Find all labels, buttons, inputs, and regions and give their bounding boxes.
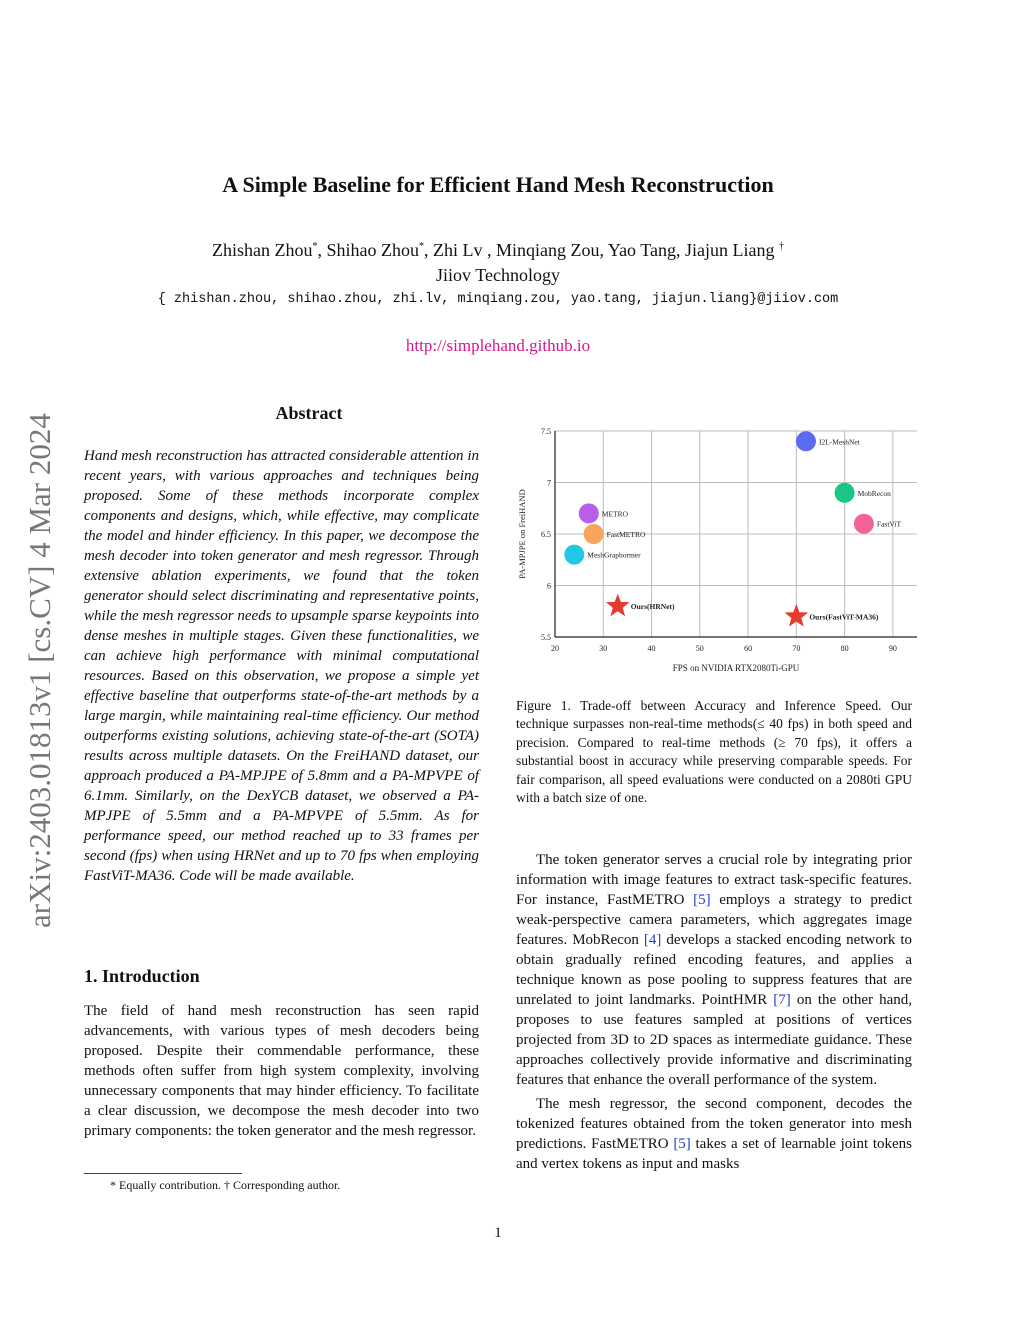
author-list: Zhishan Zhou*, Shihao Zhou*, Zhi Lv , Minqiang Zou, Yao Tang, Jiajun Liang †: [212, 240, 784, 260]
author-name: Yao Tang: [607, 240, 676, 260]
introduction-heading: 1. Introduction: [84, 966, 200, 986]
footnote-divider: [84, 1173, 242, 1174]
y-tick-label: 6: [547, 581, 551, 591]
data-point-label: MeshGraphormer: [587, 550, 641, 560]
data-point: [796, 431, 816, 451]
abstract-text: Hand mesh reconstruction has attracted considerable attention in recent years, with various approaches and techniques being proposed. Some of these methods incorporate complex components and designs, which, while effective, may complicate the model and hinder efficiency. In this paper, we decompose the mesh decoder into token generator and mesh regressor. Through extensive ablation experiments, we found that the token generator should select discriminating and representative points, while the mesh regressor needs to upsample sparse keypoints into dense meshes in multiple stages. Given these functionalities, we can achieve high performance with minimal computational resources. Based on this observation, we propose a simple yet effective baseline that outperforms state-of-the-art methods by a large margin, while maintaining real-time efficiency. Our method outperforms existing solutions, achieving state-of-the-art (SOTA) results across multiple datasets. On the FreiHAND dataset, our approach produced a PA-MPJPE of 5.8mm and a PA-MPVPE of 6.1mm. Similarly, on the DexYCB dataset, we observed a PA-MPJPE of 5.5mm and a PA-MPVPE of 5.5mm. As for performance speed, our method reached up to 33 frames per second (fps) when using HRNet and up to 70 fps when employing FastViT-MA36. Code will be made available.: [84, 448, 479, 884]
introduction-text: The field of hand mesh reconstruction has seen rapid advancements, with various types of mesh decoders being proposed. Despite their commendable performance, these methods often suffer from high system complexity, involving unnecessary components that may hinder efficiency. To facilitate a clear discussion, we decompose the mesh decoder into two primary components: the token generator and the mesh regressor.: [84, 1003, 479, 1139]
footnote: * Equally contribution. † Corresponding author.: [110, 1178, 341, 1192]
corresponding-author-mark: †: [778, 241, 784, 252]
x-tick-label: 30: [599, 644, 608, 653]
author-emails: { zhishan.zhou, shihao.zhou, zhi.lv, minqiang.zou, yao.tang, jiajun.liang}@jiiov.com: [157, 292, 839, 307]
affiliation: Jiiov Technology: [436, 265, 560, 285]
paragraph-text: develops a stacked encoding network to obtain gradually refined encoding features, and applies a technique known as pose pooling to suppress features that are unrelated to joint landmarks. PointHMR: [516, 932, 912, 1008]
citation-link[interactable]: [7]: [773, 992, 791, 1008]
paragraph-text: on the other hand, proposes to use features sampled at positions of vertices projected from 3D to 2D spaces as intermediate guidance. These approaches collectively provide informative and discriminating features that enhance the overall performance of the system.: [516, 992, 913, 1088]
data-point-label: FastViT: [876, 519, 902, 529]
paper-title: A Simple Baseline for Efficient Hand Mesh Reconstruction: [222, 172, 774, 197]
author-name: Minqiang Zou: [496, 240, 600, 260]
body-paragraph: [516, 850, 912, 1090]
y-tick-label: 5.5: [541, 633, 551, 642]
y-tick-label: 6.5: [541, 530, 551, 539]
data-point-label: METRO: [601, 509, 629, 519]
abstract-heading: Abstract: [275, 403, 343, 423]
data-point-label: Ours(HRNet): [630, 602, 675, 612]
body-paragraph: [516, 1094, 912, 1174]
arxiv-stamp: arXiv:2403.01813v1 [cs.CV] 4 Mar 2024: [22, 413, 57, 928]
x-tick-label: 60: [744, 644, 753, 653]
y-axis-label: PA-MPJPE on FreiHAND: [517, 489, 527, 579]
project-link[interactable]: http://simplehand.github.io: [405, 336, 591, 355]
data-point: [564, 545, 584, 565]
right-column-text: [516, 850, 912, 1178]
y-tick-label: 7.5: [541, 427, 551, 436]
data-point-label: I2L-MeshNet: [818, 437, 860, 447]
y-tick-label: 7: [547, 478, 551, 488]
data-point: [579, 503, 599, 523]
figure-caption: Figure 1. Trade-off between Accuracy and Inference Speed. Our technique surpasses non-real-time methods(≤ 40 fps) in both speed and precision. Compared to real-time methods (≥ 70 fps), it offers a substantial boost in accuracy while preserving comparable speeds. For fair comparison, all speed evaluations were conducted on a 2080ti GPU with a batch size of one.: [516, 698, 912, 806]
paragraph-text: takes a set of learnable joint tokens and vertex tokens as input and masks: [516, 1136, 912, 1172]
x-tick-label: 40: [647, 644, 656, 653]
data-point-label: FastMETRO: [606, 530, 646, 539]
equal-contribution-mark: *: [419, 241, 425, 252]
page-number: 1: [494, 1225, 502, 1241]
author-name: Zhi Lv: [433, 240, 483, 260]
data-point: [854, 514, 874, 534]
citation-link[interactable]: [4]: [643, 932, 662, 948]
data-point-label: Ours(FastViT-MA36): [809, 612, 879, 622]
data-point-star: [606, 594, 630, 617]
data-point-label: MobRecon: [857, 488, 891, 498]
citation-link[interactable]: [5]: [673, 1136, 691, 1152]
x-tick-label: 50: [695, 644, 704, 653]
paragraph-text: The token generator serves a crucial role by integrating prior information with image features to extract task-specific features. For instance, FastMETRO: [516, 852, 912, 908]
data-point: [584, 524, 604, 544]
author-name: Zhishan Zhou: [212, 240, 313, 260]
data-point: [835, 483, 855, 503]
fps-vs-accuracy-chart: [512, 418, 922, 680]
citation-link[interactable]: [5]: [693, 892, 711, 908]
paragraph-text: The mesh regressor, the second component, decodes the tokenized features obtained from the token generator into mesh predictions. FastMETRO: [516, 1096, 912, 1152]
x-tick-label: 80: [840, 644, 849, 653]
x-tick-label: 70: [792, 644, 801, 653]
equal-contribution-mark: *: [312, 241, 318, 252]
x-tick-label: 20: [551, 644, 559, 653]
paragraph-text: employs a strategy to predict weak-perspective camera parameters, which aggregates image features. MobRecon: [516, 892, 912, 948]
author-name: Jiajun Liang: [684, 240, 775, 260]
x-axis-label: FPS on NVIDIA RTX2080Ti-GPU: [672, 663, 800, 673]
author-name: Shihao Zhou: [326, 240, 420, 260]
x-tick-label: 90: [888, 644, 897, 653]
